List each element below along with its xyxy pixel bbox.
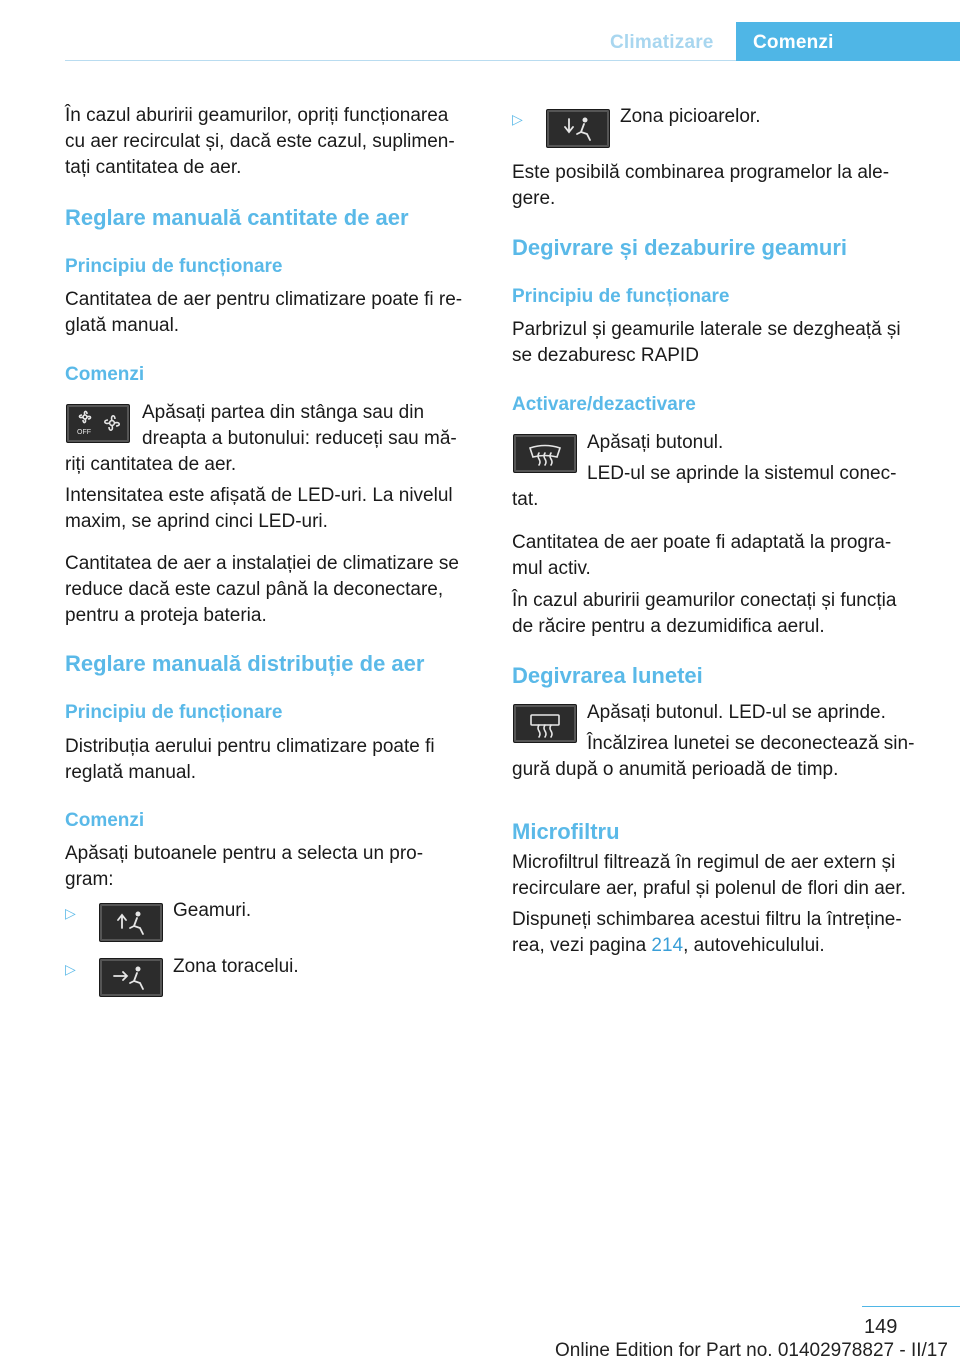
header-tab bbox=[736, 22, 960, 61]
fan-text-line-2: dreapta a butonului: reduceți sau mă- bbox=[142, 428, 457, 449]
subheading-principle-right: Principiu de funcționare bbox=[512, 286, 730, 307]
principle-2-line-2: reglată manual. bbox=[65, 762, 196, 783]
replace-pre: rea, vezi pagina bbox=[512, 935, 652, 956]
micro-line-1: Microfiltrul filtrează în regimul de aer extern și bbox=[512, 852, 896, 873]
chest-airflow-icon bbox=[100, 959, 162, 996]
page-number-rule bbox=[862, 1306, 960, 1307]
intensity-line-2: maxim, se aprind cinci LED-uri. bbox=[65, 511, 328, 532]
item-feet: Zona picioarelor. bbox=[620, 106, 761, 127]
page-number: 149 bbox=[864, 1316, 898, 1338]
principle-1-line-2: glată manual. bbox=[65, 315, 180, 336]
heading-air-amount: Reglare manuală cantitate de aer bbox=[65, 205, 409, 230]
replace-post: , autovehiculului. bbox=[683, 935, 825, 956]
subheading-controls-1: Comenzi bbox=[65, 364, 145, 385]
fan-icon bbox=[67, 405, 129, 442]
led-line-1: LED-ul se aprinde la sistemul conec- bbox=[587, 463, 897, 484]
defrost-principle-line-2: se dezaburesc RAPID bbox=[512, 345, 699, 366]
bullet-windows: ▷ bbox=[65, 905, 76, 921]
heading-rear-defrost: Degivrarea lunetei bbox=[512, 663, 703, 688]
intro-line-2: cu aer recirculat și, dacă este cazul, suplimen- bbox=[65, 131, 455, 152]
header-tab-label: Comenzi bbox=[753, 32, 834, 53]
defrost-principle-line-1: Parbrizul și geamurile laterale se dezgheață și bbox=[512, 319, 901, 340]
footwell-airflow-icon bbox=[547, 110, 609, 147]
principle-2-line-1: Distribuția aerului pentru climatizare poate fi bbox=[65, 736, 435, 757]
footer-edition: Online Edition for Part no. 01402978827 - II/17 bbox=[555, 1340, 948, 1361]
windows-mode-button bbox=[99, 903, 163, 942]
rear-window-defrost-icon bbox=[514, 705, 576, 742]
item-chest: Zona toracelui. bbox=[173, 956, 299, 977]
windshield-defrost-icon bbox=[514, 435, 576, 472]
feet-mode-button bbox=[546, 109, 610, 148]
press-buttons-line-2: gram: bbox=[65, 869, 114, 890]
fan-text-line-3: riți cantitatea de aer. bbox=[65, 454, 237, 475]
replace-line-1: Dispuneți schimbarea acestui filtru la întreține- bbox=[512, 909, 902, 930]
intro-line-1: În cazul aburirii geamurilor, opriți funcționarea bbox=[65, 105, 449, 126]
adapted-line-1: Cantitatea de aer poate fi adaptată la progra- bbox=[512, 532, 892, 553]
bullet-feet: ▷ bbox=[512, 111, 523, 127]
combine-line-1: Este posibilă combinarea programelor la ale- bbox=[512, 162, 890, 183]
adapted-line-2: mul activ. bbox=[512, 558, 591, 579]
page-link-214[interactable]: 214 bbox=[651, 935, 684, 956]
front-defrost-button bbox=[513, 434, 577, 473]
principle-1-line-1: Cantitatea de aer pentru climatizare poate fi re- bbox=[65, 289, 463, 310]
subheading-principle-2: Principiu de funcționare bbox=[65, 702, 283, 723]
chest-mode-button bbox=[99, 958, 163, 997]
fan-text-line-1: Apăsați partea din stânga sau din bbox=[142, 402, 425, 423]
reduce-line-2: reduce dacă este cazul până la deconectare, bbox=[65, 579, 444, 600]
reduce-line-3: pentru a proteja bateria. bbox=[65, 605, 267, 626]
fan-button bbox=[66, 404, 130, 443]
subheading-activation: Activare/dezactivare bbox=[512, 394, 696, 415]
rear-heat-line-2: gură după o anumită perioadă de timp. bbox=[512, 759, 839, 780]
intro-line-3: tați cantitatea de aer. bbox=[65, 157, 242, 178]
fan-off-label: OFF bbox=[77, 429, 91, 436]
press-button-text: Apăsați butonul. bbox=[587, 432, 724, 453]
intensity-line-1: Intensitatea este afișată de LED-uri. La nivelul bbox=[65, 485, 453, 506]
heading-distribution: Reglare manuală distribuție de aer bbox=[65, 651, 425, 676]
bullet-chest: ▷ bbox=[65, 961, 76, 977]
heading-defrost: Degivrare și dezaburire geamuri bbox=[512, 235, 848, 260]
combine-line-2: gere. bbox=[512, 188, 556, 209]
rear-defrost-button bbox=[513, 704, 577, 743]
subheading-principle-1: Principiu de funcționare bbox=[65, 256, 283, 277]
item-windows: Geamuri. bbox=[173, 900, 252, 921]
windshield-airflow-icon bbox=[100, 904, 162, 941]
led-line-2: tat. bbox=[512, 489, 539, 510]
header-section-title: Climatizare bbox=[610, 32, 714, 53]
subheading-controls-2: Comenzi bbox=[65, 810, 145, 831]
rear-press-text: Apăsați butonul. LED-ul se aprinde. bbox=[587, 702, 886, 723]
heading-microfilter: Microfiltru bbox=[512, 819, 620, 844]
cooling-line-1: În cazul aburirii geamurilor conectați și funcția bbox=[512, 590, 897, 611]
rear-heat-line-1: Încălzirea lunetei se deconectează sin- bbox=[587, 733, 915, 754]
micro-line-2: recirculare aer, praful și polenul de flori din aer. bbox=[512, 878, 906, 899]
replace-line-2 bbox=[512, 933, 825, 959]
reduce-line-1: Cantitatea de aer a instalației de climatizare se bbox=[65, 553, 459, 574]
cooling-line-2: de răcire pentru a dezumidifica aerul. bbox=[512, 616, 825, 637]
press-buttons-line-1: Apăsați butoanele pentru a selecta un pro- bbox=[65, 843, 424, 864]
